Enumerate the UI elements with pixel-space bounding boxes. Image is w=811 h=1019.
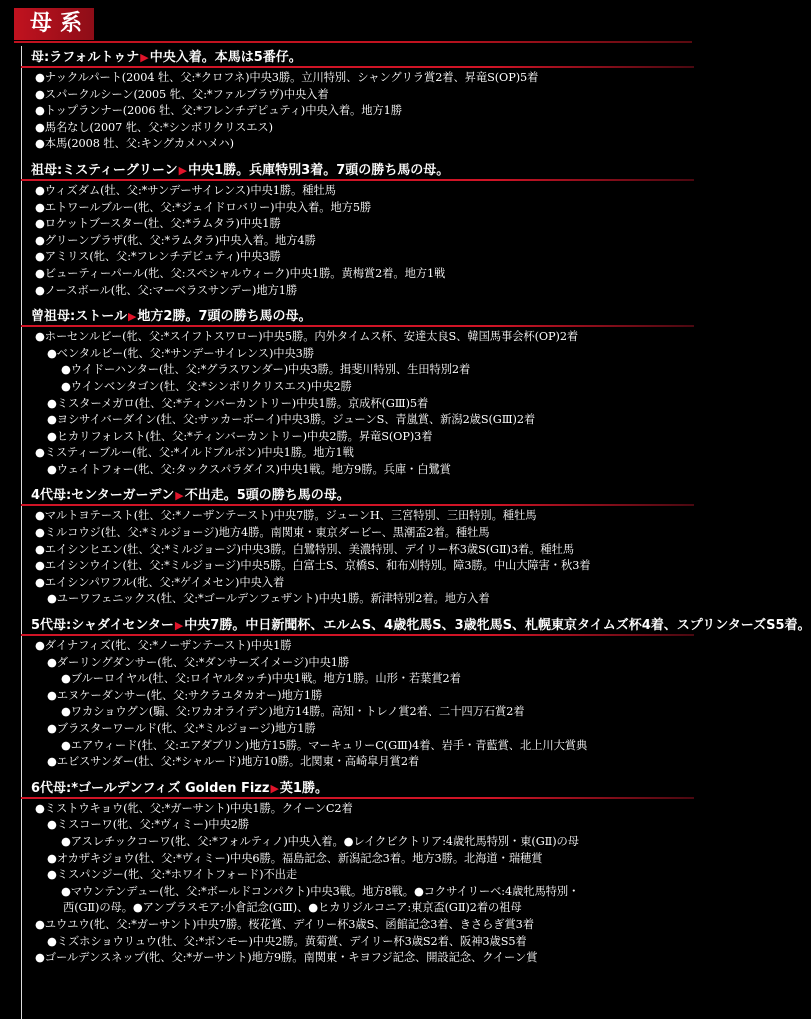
section-gap (27, 967, 697, 973)
list-item: ●アミリス(牝、父:*フレンチデピュティ)中央3勝 (35, 250, 281, 264)
list-item: ●グリーンプラザ(牝、父:*ラムタラ)中央入着。地方4勝 (35, 233, 316, 247)
section-rule (21, 797, 694, 799)
list-item: ●ナックルパート(2004 牡、父:*クロフネ)中央3勝。立川特別、シャングリラ賞2着、昇竜S(OP)5着 (35, 71, 539, 84)
section-heading (27, 614, 811, 634)
list-item: ●マルトヨテースト(牡、父:*ノーザンテースト)中央7勝。ジューンH、三宮特別、三田特別。種牡馬 (35, 509, 537, 523)
list-item: ●エイシンパワフル(牝、父:*ゲイメセン)中央入着 (35, 575, 285, 589)
section-heading (27, 46, 697, 66)
section-rule (21, 634, 694, 636)
list-item: ●ダーリングダンサー(牝、父:*ダンサーズイメージ)中央1勝 (47, 655, 350, 669)
list-item: ●ビューティーパール(牝、父:スペシャルウィーク)中央1勝。黄梅賞2着。地方1戦 (35, 266, 446, 280)
triangle-right-icon: ▶ (270, 781, 279, 795)
list-item: ●アスレチックコーワ(牝、父:*フォルティノ)中央入着。●レイクビクトリア:4歳牝馬特別・東(GⅡ)の母 (61, 834, 579, 848)
list-item: ●ミズホショウリュウ(牡、父:*ボンモー)中央2勝。黄菊賞、デイリー杯3歳S2着、阪神3歳S5着 (47, 934, 527, 948)
list-item: ●トップランナー(2006 牡、父:*フレンチデピュティ)中央入着。地方1勝 (35, 104, 402, 118)
list-item: ●マウンテンデュー(牝、父:*ボールドコンパクト)中央3戦。地方8戦。●コクサイリーベ:4歳牝馬特別・ (61, 884, 580, 898)
vertical-rule (21, 46, 22, 1019)
section-1 (27, 159, 697, 305)
list-item: ●エヌケーダンサー(牝、父:サクラユタカオー)地方1勝 (47, 688, 323, 702)
list-item: ●ミストウキョウ(牝、父:*ガーサント)中央1勝。クイーンC2着 (35, 801, 353, 815)
page-title: 母系 (30, 11, 91, 36)
list-item: ●ミスティーブルー(牝、父:*イルドブルボン)中央1勝。地方1戦 (35, 446, 354, 460)
list-item: ●エビスサンダー(牡、父:*シャルード)地方10勝。北関東・高崎皐月賞2着 (47, 755, 420, 769)
section-dam-name: 4代母:センターガーデン (31, 488, 175, 504)
triangle-right-icon: ▶ (175, 489, 184, 503)
list-item: ●ウィズダム(牡、父:*サンデーサイレンス)中央1勝。種牡馬 (35, 183, 336, 197)
list-item: ●エアウィード(牡、父:エアダブリン)地方15勝。マーキュリーC(GⅢ)4着、岩手・青藍賞、北上川大賞典 (61, 738, 588, 752)
section-dam-name: 祖母:ミスティーグリーン (31, 162, 178, 178)
section-dam-name: 曾祖母:ストール (31, 309, 127, 325)
list-item: ●ホーセンルビー(牝、父:*スイフトスワロー)中央5勝。内外タイムス杯、安達太良S、韓国馬事会杯(OP)2着 (35, 330, 579, 344)
list-item: ●ダイナフィズ(牝、父:*ノーザンテースト)中央1勝 (35, 639, 292, 653)
section-summary: 中央7勝。中日新聞杯、エルムS、4歳牝馬S、3歳牝馬S、札幌東京タイムズ杯4着、スプリンターズS5着。 (184, 618, 811, 634)
list-item: ●本馬(2008 牡、父:キングカメハメハ) (35, 137, 234, 151)
list-item: ●ウェイトフォー(牝、父:タックスパラダイス)中央1戦。地方9勝。兵庫・白鷺賞 (47, 462, 451, 476)
list-item: ●馬名なし(2007 牝、父:*シンボリクリスエス) (35, 120, 273, 134)
list-item: ●ノースボール(牝、父:マーベラスサンデー)地方1勝 (35, 283, 298, 297)
list-item: ●エトワールブルー(牝、父:*ジェイドロバリー)中央入着。地方5勝 (35, 200, 372, 214)
list-item: ●ブルーロイヤル(牡、父:ロイヤルタッチ)中央1戦。地方1勝。山形・若葉賞2着 (61, 672, 461, 686)
section-heading (27, 305, 697, 325)
title-underline (14, 41, 692, 43)
section-heading (27, 484, 697, 504)
list-item: ●ブラスターワールド(牝、父:*ミルジョージ)地方1勝 (47, 722, 316, 735)
list-item: ●ミルコウジ(牡、父:*ミルジョージ)地方4勝。南関東・東京ダービー、黒潮盃2着。種牡馬 (35, 526, 490, 540)
section-heading (27, 159, 697, 179)
section-4 (27, 614, 811, 777)
list-item: ●ミスターメガロ(牡、父:*ティンバーカントリー)中央1勝。京成杯(GⅢ)5着 (47, 396, 429, 410)
section-summary: 中央入着。本馬は5番仔。 (149, 50, 302, 65)
list-item: ●ヒカリフォレスト(牡、父:*ティンバーカントリー)中央2勝。昇竜S(OP)3着 (47, 429, 433, 443)
section-2 (27, 305, 697, 484)
triangle-right-icon: ▶ (140, 51, 149, 64)
section-rule (21, 179, 694, 181)
list-item: ●オカザキジョウ(牡、父:*ヴィミー)中央6勝。福島記念、新潟記念3着。地方3勝。北海道・瑞穂賞 (47, 851, 543, 865)
content (27, 46, 811, 973)
list-item: ●エイシンウイン(牡、父:*ミルジョージ)中央5勝。白富士S、京橋S、和布刈特別。障3勝。中山大障害・秋3着 (35, 559, 591, 573)
section-dam-name: 6代母:*ゴールデンフィズ Golden Fizz (31, 780, 270, 796)
section-rule (21, 325, 694, 327)
list-item: ●スパークルシーン(2005 牝、父:*ファルブラヴ)中央入着 (35, 87, 329, 101)
triangle-right-icon: ▶ (174, 619, 184, 633)
section-3 (27, 484, 697, 614)
section-dam-name: 母:ラフォルトゥナ (31, 50, 140, 65)
list-item: ●ユウユウ(牝、父:*ガーサント)中央7勝。桜花賞、デイリー杯3歳S、函館記念3着、きさらぎ賞3着 (35, 917, 534, 931)
list-item: ●ヨシサイバーダイン(牡、父:サッカーボーイ)中央3勝。ジューンS、青嵐賞、新潟2歳S(GⅢ)2着 (47, 413, 536, 427)
list-item: ●エイシンヒエン(牡、父:*ミルジョージ)中央3勝。白鷺特別、美濃特別、デイリー杯3歳S(GⅡ)3着。種牡馬 (35, 542, 574, 556)
title-bar (0, 4, 700, 46)
list-item: ●ベンタルビー(牝、父:*サンデーサイレンス)中央3勝 (47, 346, 314, 360)
list-item: ●ミスコーワ(牝、父:*ヴィミー)中央2勝 (47, 818, 249, 832)
section-dam-name: 5代母:シャダイセンター (31, 618, 174, 634)
section-summary: 地方2勝。7頭の勝ち馬の母。 (137, 309, 312, 325)
list-item: ●ロケットブースター(牡、父:*ラムタラ)中央1勝 (35, 217, 281, 231)
list-item: ●ウイドーハンター(牡、父:*グラスワンダー)中央3勝。揖斐川特別、生田特別2着 (61, 363, 471, 377)
list-item: ●ミスパンジー(牝、父:*ホワイトフォード)不出走 (47, 868, 298, 882)
triangle-right-icon: ▶ (127, 310, 137, 324)
section-rule (21, 504, 694, 506)
list-item: ●ワカショウグン(騸、父:ワカオライデン)地方14勝。高知・トレノ賞2着、二十四万石賞2着 (61, 705, 525, 719)
section-rule (21, 66, 694, 68)
section-0 (27, 46, 697, 159)
list-item: 西(GⅡ)の母。●アンブラスモア:小倉記念(GⅢ)、●ヒカリジルコニア:東京盃(GⅡ)2着の祖母 (63, 901, 522, 915)
list-item: ●ユーワフェニックス(牡、父:*ゴールデンフェザント)中央1勝。新津特別2着。地方入着 (47, 592, 490, 606)
triangle-right-icon: ▶ (178, 163, 188, 177)
section-5 (27, 777, 697, 973)
section-heading (27, 777, 697, 797)
list-item: ●ウインベンタゴン(牡、父:*シンボリクリスエス)中央2勝 (61, 379, 352, 393)
section-summary: 不出走。5頭の勝ち馬の母。 (184, 488, 350, 504)
section-summary: 英1勝。 (279, 780, 328, 796)
list-item: ●ゴールデンスネップ(牝、父:*ガーサント)地方9勝。南関東・キヨフジ記念、開設記念、クイーン賞 (35, 951, 538, 965)
section-summary: 中央1勝。兵庫特別3着。7頭の勝ち馬の母。 (188, 162, 450, 178)
